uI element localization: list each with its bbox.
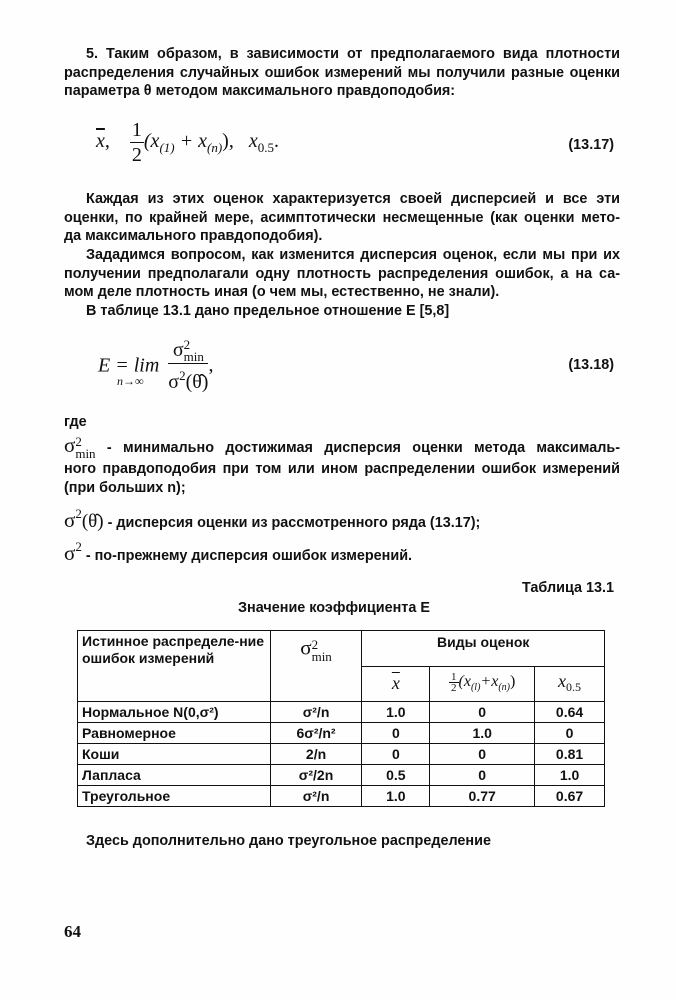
def3-sup: 2 [75,539,82,554]
text-line: Каждая из этих оценок характеризуется своей дисперсией и все эти [86,191,620,207]
header-distribution: Истинное распределе-ние ошибок измерений [78,631,271,702]
row-mid: 1.0 [430,723,535,744]
row-mid: 0.77 [430,786,535,807]
text-line [64,433,620,462]
col-mid-half [449,672,459,693]
def2-sup: 2 [75,506,82,521]
eq-sub1: (1) [159,140,175,156]
table-title: Значение коэффициента E [238,600,430,616]
header-estimate-kinds: Виды оценок [362,631,605,667]
row-name: Треугольное [78,786,271,807]
header-sigma-sup: 2 [311,637,319,652]
eq2-den-sym: σ [168,371,180,394]
row-sigma: 2/n [270,744,362,765]
text-line: В таблице 13.1 дано предельное отношение E [5,8] [86,303,450,319]
eq-median: x [248,130,258,153]
text-line: 5. Таким образом, в зависимости от предполагаемого вида плотности [86,46,620,62]
eq2-den [168,364,208,394]
text-line: Здесь дополнительно дано треугольное распределение [86,833,491,849]
eq2-lhs: E = lim [98,354,160,377]
eq-sum-open: (x [143,130,160,153]
col-median [535,667,605,702]
row-name: Равномерное [78,723,271,744]
def2-arg: (θ̂) [81,511,104,532]
eq2-num-sub: min [183,349,204,365]
paragraph-triangular [64,832,620,851]
eq2-fraction [168,338,208,394]
col-midrange [430,667,535,702]
row-sigma: 6σ²/n² [270,723,362,744]
col-mean [362,667,430,702]
equation-number: (13.17) [568,137,614,153]
row-median: 0.64 [535,702,605,723]
paragraph-question [64,246,620,302]
eq2-den-arg: (θ̂) [185,371,209,394]
def3-sym: σ [64,541,76,565]
row-name: Нормальное N(0,σ²) [78,702,271,723]
def2-text: - дисперсия оценки из рассмотренного ряда (13.17); [103,515,481,531]
eq-half-fraction [130,118,144,167]
col-mid-s2: (n) [498,682,510,694]
eq-period: . [273,130,279,153]
text-line: Зададимся вопросом, как изменится дисперсия оценок, если мы при их [86,247,620,263]
col-mid-s1: (l) [470,682,481,694]
definition-sigma [64,538,620,566]
eq2-num-sym: σ [172,339,184,361]
table-row [78,744,605,765]
text-line: оценки, по крайней мере, асимптотически несмещенные (как оценки мето- [64,209,620,226]
paragraph-table-ref [64,302,620,321]
def1-scripts [75,436,95,460]
text-line: параметра θ методом максимального правдоподобия: [64,83,456,100]
row-mean: 0.5 [362,765,430,786]
col-mid-plus: +x [480,673,499,691]
row-mean: 1.0 [362,786,430,807]
col-mid-expr: (x [458,673,471,691]
eq-median-sub: 0.5 [257,140,274,156]
table-row [78,702,605,723]
eq-xbar: $\overline{x}$ [96,130,105,153]
text-line: да максимального правдоподобия). [64,228,323,245]
row-name: Лапласа [78,765,271,786]
col-median-label: x [558,670,567,691]
definition-sigma-min [64,433,620,497]
eq-sum-close: ), [222,130,234,153]
table-row [78,786,605,807]
header-sigma-sym: σ [300,635,312,660]
row-median: 0 [535,723,605,744]
eq2-num [168,338,208,364]
equation-13-17: $\overline{x}$, $\frac{1}{2}$ $(x_{(1)} + x_{(n)})$, $x_{0.5}$. [96,119,279,166]
table-header-row [78,631,605,667]
row-sigma: σ²/2n [270,765,362,786]
row-median: 1.0 [535,765,605,786]
row-mean: 0 [362,723,430,744]
col-mid-den: 2 [451,681,457,694]
text-line: распределения случайных ошибок измерений мы получили разные оценки [64,64,620,81]
header-sigma-scripts [312,639,332,663]
eq2-num-sup: 2 [183,337,191,353]
col-mid-num: 1 [451,670,457,683]
def1-text: - минимально достижимая дисперсия оценки метода максималь- [95,440,620,456]
eq-subn: (n) [206,140,223,156]
eq2-lim-sub: n→∞ [117,374,144,388]
row-mid: 0 [430,744,535,765]
def1-sub: min [75,446,96,462]
row-mean: 0 [362,744,430,765]
row-median: 0.81 [535,744,605,765]
paragraph-intro [64,45,620,101]
text-line: получении предполагали одну плотность распределения ошибок, а на са- [64,265,620,282]
row-sigma: σ²/n [270,786,362,807]
equation-13-18 [98,338,213,394]
row-mid: 0 [430,702,535,723]
table-label: Таблица 13.1 [522,580,614,596]
row-mean: 1.0 [362,702,430,723]
paragraph-variance [64,190,620,246]
eq2-comma: , [208,353,214,376]
eq-half-num: 1 [131,119,142,141]
header-sigma-sub: min [311,649,332,664]
def1-sym: σ [64,433,76,457]
row-name: Коши [78,744,271,765]
eq2-num-scripts [184,339,204,363]
table-row [78,765,605,786]
where-label: где [64,414,87,430]
page-number: 64 [64,922,81,941]
eq-half-den: 2 [131,144,142,166]
text-line: ного правдоподобия при том или ином распределении ошибок измерений [64,461,620,478]
col-mid-close: ) [510,673,516,691]
text-line: (при больших n); [64,479,186,496]
def3-text: - по-прежнему дисперсия ошибок измерений. [81,548,413,564]
def2-sym: σ [64,508,76,532]
table-row [78,723,605,744]
header-sigma-min [270,631,362,702]
eq2-den-sup: 2 [179,368,186,384]
row-sigma: σ²/n [270,702,362,723]
eq-plus: + x [174,130,207,153]
definition-sigma-theta [64,505,620,533]
text-line: мом деле плотность иная (о чем мы, естественно, не знали). [64,284,500,301]
col-median-sub: 0.5 [566,679,582,694]
row-mid: 0 [430,765,535,786]
col-mean-label: $\overline{x}$ [391,673,400,693]
row-median: 0.67 [535,786,605,807]
coefficient-table [77,630,605,807]
def1-sup: 2 [75,434,82,450]
equation-number: (13.18) [568,357,614,373]
